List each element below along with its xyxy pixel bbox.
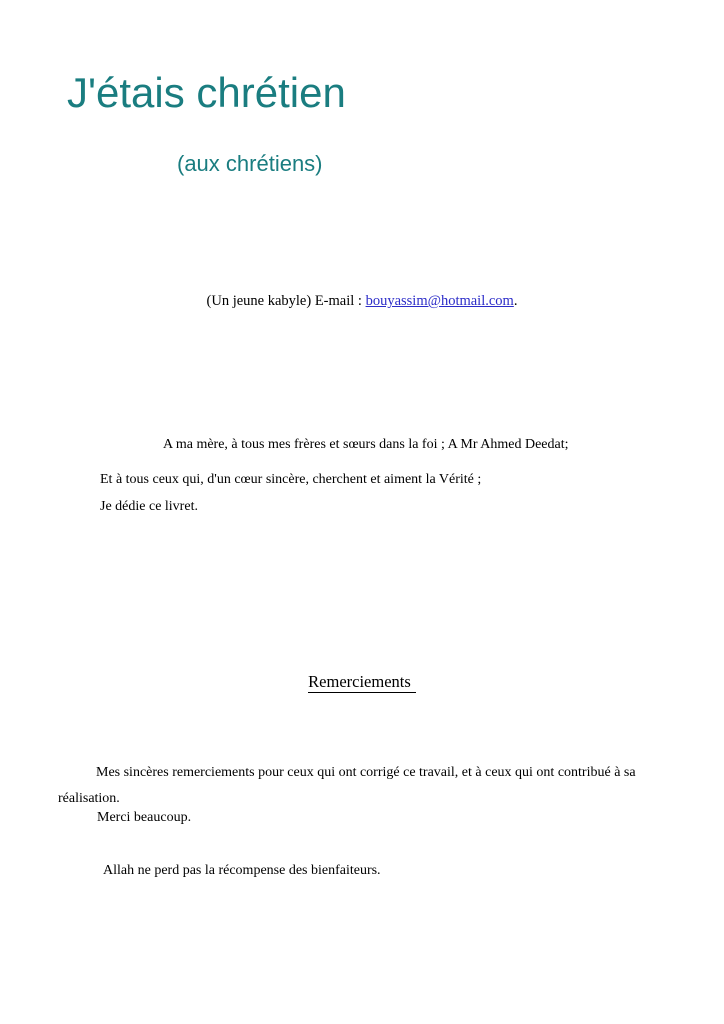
dedication-line-1: A ma mère, à tous mes frères et sœurs dans la foi ; A Mr Ahmed Deedat; [163, 437, 569, 452]
email-link[interactable]: bouyassim@hotmail.com [365, 293, 514, 309]
section-heading-row [0, 672, 724, 693]
acknowledgements-thanks: Merci beaucoup. [97, 810, 192, 825]
author-email-line [0, 293, 724, 310]
acknowledgements-closing: Allah ne perd pas la récompense des bienfaiteurs. [103, 863, 381, 878]
dedication-line-3: Je dédie ce livret. [100, 499, 198, 514]
author-line-suffix: . [513, 293, 518, 309]
document-title: J'étais chrétien [67, 69, 346, 116]
author-line-prefix: (Un jeune kabyle) E-mail : [206, 293, 366, 309]
acknowledgements-paragraph: Mes sincères remerciements pour ceux qui ont corrigé ce travail, et à ceux qui ont contribué à sa réalisation. [58, 765, 636, 806]
section-heading: Remerciements [308, 672, 416, 693]
document-subtitle: (aux chrétiens) [177, 151, 323, 176]
dedication-line-2: Et à tous ceux qui, d'un cœur sincère, cherchent et aiment la Vérité ; [100, 472, 482, 487]
